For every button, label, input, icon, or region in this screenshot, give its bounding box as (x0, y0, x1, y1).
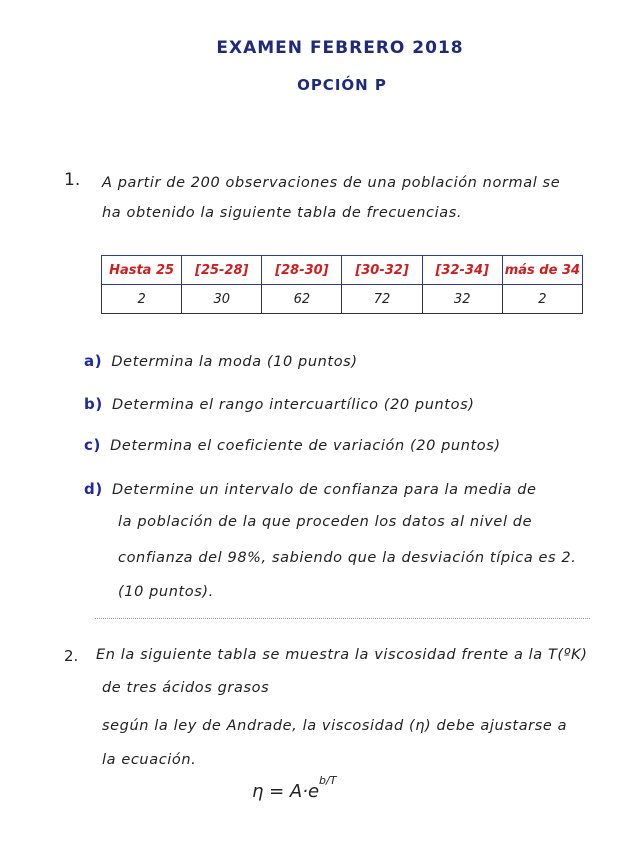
exam-option: OPCIÓN P (297, 76, 387, 94)
table-cell: 32 (422, 285, 502, 314)
table-cell: 2 (102, 285, 182, 314)
separator-divider (95, 618, 590, 619)
table-row (102, 285, 583, 314)
question-2-number: 2. (64, 647, 79, 665)
part-d (84, 480, 537, 498)
part-c (84, 436, 501, 454)
table-header-cell: [28-30] (262, 256, 342, 285)
formula-lhs: η = A·e (252, 781, 320, 802)
table-cell: 2 (502, 285, 582, 314)
formula-exponent: b/T (319, 774, 337, 787)
question-2-line: En la siguiente tabla se muestra la viscosidad frente a la T(ºK) (96, 647, 588, 663)
question-2-line: según la ley de Andrade, la viscosidad (η) debe ajustarse a (102, 718, 568, 734)
part-a (84, 352, 358, 370)
part-text: Determine un intervalo de confianza para la media de (112, 482, 537, 498)
table-header-cell: [30-32] (342, 256, 422, 285)
part-text: Determina el coeficiente de variación (20 puntos) (110, 438, 501, 454)
part-d-line: la población de la que proceden los datos al nivel de (118, 514, 533, 530)
question-1-number: 1. (64, 170, 81, 190)
frequency-table (101, 255, 583, 314)
part-text: Determina la moda (10 puntos) (111, 354, 358, 370)
part-d-line: (10 puntos). (118, 584, 214, 600)
part-text: Determina el rango intercuartílico (20 puntos) (112, 397, 475, 413)
question-2-line: de tres ácidos grasos (102, 680, 270, 696)
table-header-row (102, 256, 583, 285)
table-header-cell: Hasta 25 (102, 256, 182, 285)
table-header-cell: más de 34 (502, 256, 582, 285)
part-label: d) (84, 480, 103, 498)
part-label: c) (84, 436, 101, 454)
question-2-line: la ecuación. (102, 752, 197, 768)
question-1-line: A partir de 200 observaciones de una población normal se (102, 175, 561, 191)
question-1-line: ha obtenido la siguiente tabla de frecuencias. (102, 205, 463, 221)
part-b (84, 395, 474, 413)
table-cell: 62 (262, 285, 342, 314)
table-cell: 30 (182, 285, 262, 314)
exam-title: EXAMEN FEBRERO 2018 (216, 38, 464, 58)
table-cell: 72 (342, 285, 422, 314)
andrade-equation (252, 774, 337, 802)
part-d-line: confianza del 98%, sabiendo que la desviación típica es 2. (118, 550, 577, 566)
part-label: a) (84, 352, 103, 370)
table-header-cell: [25-28] (182, 256, 262, 285)
table-header-cell: [32-34] (422, 256, 502, 285)
part-label: b) (84, 395, 103, 413)
